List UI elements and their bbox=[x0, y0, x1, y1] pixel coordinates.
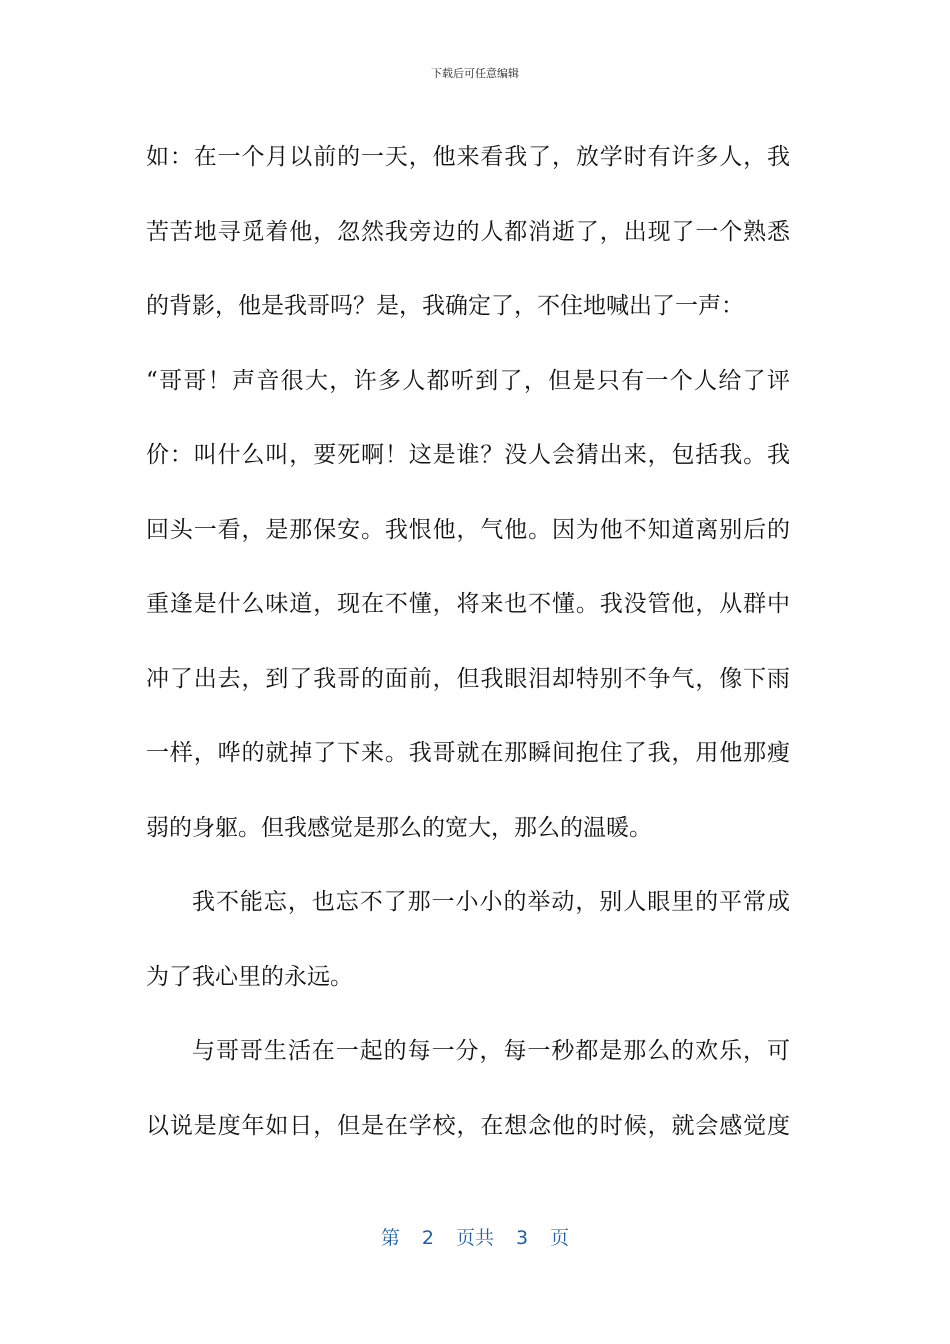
text-line: 一样，哗的就掉了下来。我哥就在那瞬间抱住了我，用他那瘦 bbox=[146, 740, 790, 766]
footer-suffix: 页 bbox=[550, 1227, 570, 1249]
text-line: 以说是度年如日，但是在学校，在想念他的时候，就会感觉度 bbox=[146, 1112, 790, 1139]
text-line: 弱的身躯。但我感觉是那么的宽大，那么的温暖。 bbox=[146, 814, 652, 841]
document-body bbox=[146, 120, 790, 1163]
page-header bbox=[0, 66, 950, 82]
text-line: 我不能忘，也忘不了那一小小的举动，别人眼里的平常成 bbox=[192, 889, 790, 915]
text-line: 回头一看，是那保安。我恨他，气他。因为他不知道离别后的 bbox=[146, 516, 790, 543]
text-line: 为了我心里的永远。 bbox=[146, 963, 353, 990]
page-footer bbox=[0, 1224, 950, 1252]
text-line: 重逢是什么味道，现在不懂，将来也不懂。我没管他，从群中 bbox=[146, 591, 790, 617]
footer-middle: 页共 bbox=[455, 1227, 494, 1249]
header-note: 下载后可任意编辑 bbox=[431, 67, 519, 80]
text-line: 与哥哥生活在一起的每一分，每一秒都是那么的欢乐，可 bbox=[192, 1038, 790, 1064]
footer-total-pages: 3 bbox=[516, 1227, 529, 1249]
text-line: 的背影，他是我哥吗？是，我确定了，不住地喊出了一声： bbox=[146, 293, 744, 319]
text-line: 冲了出去，到了我哥的面前，但我眼泪却特别不争气，像下雨 bbox=[146, 665, 790, 692]
footer-prefix: 第 bbox=[380, 1227, 400, 1249]
text-line: 如：在一个月以前的一天，他来看我了，放学时有许多人，我 bbox=[146, 144, 790, 170]
footer-current-page: 2 bbox=[421, 1227, 434, 1249]
text-line: “哥哥！声音很大，许多人都听到了，但是只有一个人给了评 bbox=[146, 367, 790, 394]
text-line: 苦苦地寻觅着他，忽然我旁边的人都消逝了，出现了一个熟悉 bbox=[146, 218, 790, 245]
text-line: 价：叫什么叫，要死啊！这是谁？没人会猜出来，包括我。我 bbox=[146, 442, 790, 468]
